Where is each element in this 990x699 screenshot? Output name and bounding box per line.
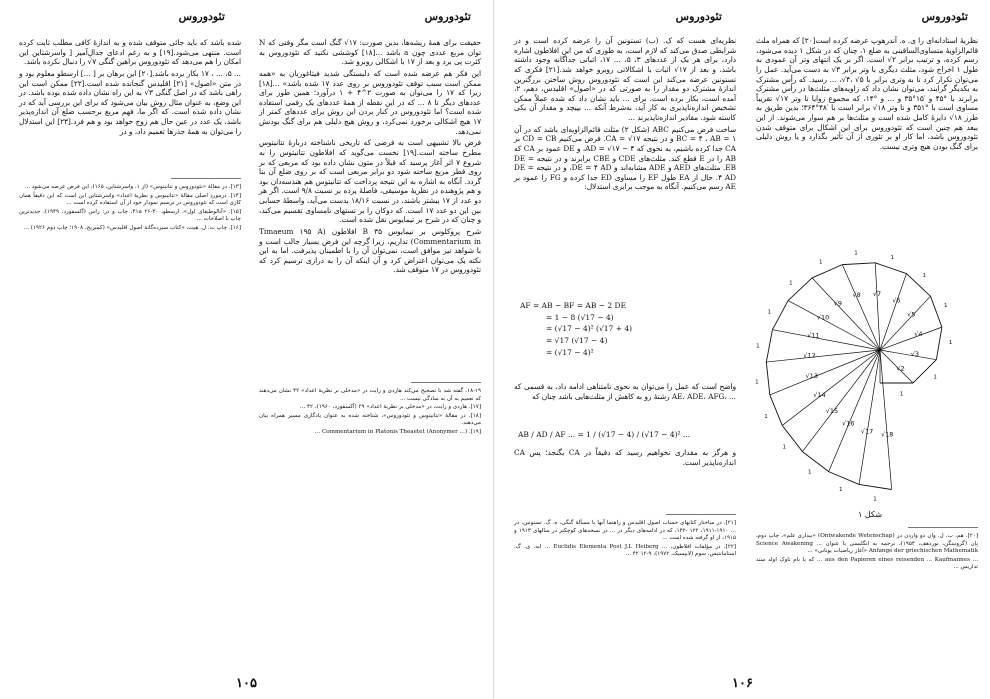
- ratio-equation: AB / AD / AF ... = 1 / (√17 − 4) / (√17 − 4)² ...: [518, 430, 691, 439]
- spiral-unit-label: 1: [764, 413, 768, 420]
- right-page-column-right-text: [756, 36, 978, 194]
- running-head-right: تئودوروس: [424, 10, 471, 23]
- spiral-radius-label: √2: [896, 364, 905, 373]
- footnote: [۲۱]. در ساختار کتابهای حساب اصول اقلیدس و راهنما آنها با مسألهٔ گنگی، ه. گ. تستونین، در ... ۱۹۱۰-۱۹۱۱، ۱۲۲ -۱۴۲، که در ادامه‌های دیگر در ... در نسخه‌های کوچکتر در سالهای ۱۹۱۳ و ۱۹۱۵، از او گرفته شده است ...: [514, 520, 736, 542]
- paragraph: نظریه‌ای هست که ک. (ب) تستونین آن را عرضه کرده است و در شرایطی صدق می‌کند که لازم است، به طوری که من این افلاطون اشاره دارد، برای هر یک از عددهای ۳، ۵، ... ۱۷، اثباتی جداگانه وجود داشته باشد، و بعد از ‎√۱۷‎ اثبات با اشکالاتی روبرو خواهد شد.[۲۱] فکری که تستونین عرضه می‌کند این است که تئودوروس روش ساختن بزرگترین اندازهٔ مشترک دو مقدار را به صورتی که در «اصول» اقلیدس، دهم، ۲، آمده است، بکار برده است. برای ... باید نشان داد که شده عملاً ممکن تشخیص اندازه‌ناپذیری به کار آید، به‌شرط آنکه ... بپیچد و مقدار آن یکی کاسته شود. مقادیر اندازه‌ناپذیرند ...: [514, 36, 736, 122]
- spiral-unit-label: 1: [873, 496, 877, 503]
- paragraph: حقیقت برای همهٔ ریشه‌ها، بدین صورت: ‎√۱۷‎ گنگ است مگر وقتی که N توان مربع عددی چون a باشد ...[۱۸] کوششی نکنید که تئودوروس به کثرت پی برد و بعد از ۱۷ با اشکالی روبرو شد.: [259, 38, 481, 67]
- spiral-unit-label: 1: [899, 391, 904, 398]
- spiral-segment: [812, 265, 842, 278]
- spiral-radius-label: √15: [825, 406, 839, 415]
- left-page: [0, 0, 494, 699]
- spiral-unit-label: 1: [782, 444, 786, 451]
- left-page-footnotes-left: [19, 184, 241, 662]
- spiral-radius-label: √9: [833, 299, 843, 308]
- spiral-segment: [788, 301, 880, 350]
- spiral-segment: [880, 327, 942, 350]
- footnote-rule: [411, 382, 481, 383]
- spiral-segment: [766, 350, 880, 362]
- spiral-unit-label: 1: [948, 340, 953, 347]
- left-page-column-left: [19, 38, 241, 166]
- spiral-segment: [930, 296, 941, 327]
- running-head-right: تئودوروس: [921, 10, 968, 23]
- spiral-unit-label: 1: [854, 250, 858, 257]
- equation-line: = (√17 − 4)²: [546, 347, 594, 357]
- figure-caption: شکل ۱: [858, 510, 883, 519]
- paragraph: فرض بالا تشبیهی است به فرضی که تاریخی ناشناخته دربارهٔ تتانیتوس مطرح ساخته است.[۱۹] نخست می‌گوید که افلاطون تتانیتوس را به شروع ۷ اثر آغاز پرسید که قبلاً در متون نشان داده بود که مربعی که بر روی قطر مربع ساخته شود دو برابر مربعی است که بر روی ضلع آن بنا گردد. آنگاه به اشاره به این نتیجه پرداخت که تتانیتوس هم هندسه‌دان بود و هم پژوهنده در نظریهٔ موسیقی، فاصلهٔ پرده بر نسبت ۹/۸ است. اگر هر دو عدد از ۱۷ بیشتر باشند، در نسبت ۱۸/۱۶ بدست می‌آید، واسطهٔ حسابی بین این دو عدد ۱۷ است. که دوکان را بر تستهای نامساوی تقسیم می‌کند، و چنان که در شرح بر تیمایوس نقل شده است.: [259, 138, 482, 225]
- equation-line: = (√17 − 4)² (√17 + 4): [546, 324, 633, 334]
- spiral-segment: [842, 263, 875, 265]
- right-page-column-left-text: [514, 36, 736, 294]
- spiral-lines: [755, 251, 952, 503]
- spiral-radius-label: √7: [872, 289, 882, 298]
- footnote: [۲۰]. هم، ب. ل. وان دو واردن در (Ontwakende Wetenschap) «بیداری علم»، چاپ دوم، بِاِن (گرونینگن، نوردهف، ۱۹۵۴)، ترجمه به انگلیسی با عنوان Science Awakening ... Anfange der griechischen Mathematik «آغاز ریاضیات یونانی» ...: [756, 533, 979, 555]
- spiral-segment: [772, 301, 788, 330]
- spiral-segment: [766, 362, 769, 395]
- spiral-unit-label: 1: [943, 303, 948, 310]
- spiral-segment: [880, 274, 906, 350]
- spiral-radius-label: √10: [816, 313, 830, 322]
- left-page-column-right: [259, 38, 481, 376]
- spiral-unit-label: 1: [819, 259, 823, 266]
- running-head-left: تئودوروس: [675, 10, 722, 23]
- footnote: [۱۴]. درموردِ اصلی مقالهٔ «تتانیتوس و نظریهٔ اعداد» واسرشتاین این است که این دقیقاً همان کاری است که تئودوروس در ترسیم نمودار خود از آن استفاده کرده است ...: [19, 192, 241, 207]
- spiral-radius-label: √17: [860, 427, 874, 436]
- footnote-rule: [908, 527, 978, 528]
- spiral-unit-label: 1: [838, 487, 843, 494]
- spiral-segment: [906, 274, 930, 297]
- spiral-unit-label: 1: [933, 374, 937, 381]
- right-page: [496, 0, 990, 699]
- footnote: ۱۸-۱۹. گفته شد با تصحیح می‌کند هاردی و رایت در «مدخلی بر نظریهٔ اعداد» ۴۲ نشان می‌دهند که تعمیم به آن به سادگی نیست ...: [259, 388, 481, 402]
- spiral-radius-label: √16: [841, 419, 855, 428]
- spiral-segment: [802, 452, 828, 472]
- footnote: [۱۶]. چاپ ت. ل. هیث، «کتاب سیزده‌گانهٔ اصول اقلیدس» (کمبریج، ۱۹۰۸؛ چاپ دوم ۱۹۲۶) ...: [23, 224, 241, 231]
- equation-line: = √17 (√17 − 4): [546, 335, 608, 345]
- right-page-footnotes-left: [514, 520, 736, 660]
- right-page-paragraph-after-eq: [514, 382, 736, 418]
- running-head-left: تئودوروس: [178, 10, 225, 23]
- paragraph: ... ۵، ... ، ۱۷ بکار برده باشد.[۲۰] این برهان بر [ ...] ارسطو معلوم بود و در متن «اصول» [۲۱] اقلیدس گنجانده شده است.[۲۲] ممکن است این راهی باشد که در اصل گنگی ‎√۳‎ به این راه نشان داده شده بوده باشد. در این وضع، به عنوان مثال روش بیان می‌شود که برای این بررسی آید که در نشان داده شده است. که اگر ما، فهم مربع برحسب ضلع آن اندازه‌پذیر باشد، یک عدد در عین حال هم زوج خواهد بود و هم فرد.[۲۳] این استدلال را می‌توان به همهٔ جذرها تعمیم داد، و در: [19, 68, 242, 136]
- paragraph: نظریهٔ استادانه‌ای را ی. ه. آندرهوپ عرضه کرده است[۲۰] که همراه ملث قائم‌الزاویهٔ متساوی‌الساقینی به ضلع ۱، چنان که در شکل ۱ دیده می‌شود، رسم کرده، و ترتیب برابر ‎√۲‎ است. اگر بر یک انتهای وتر آن عمودی به طول ۱ اخراج شود، مثلث دیگری با وتر برابر ‎√۳‎ به دست می‌آید. عمل را می‌توان تکرار کرد تا به وتری برابر با ‎√۴‎، ‎√۵‎، ... رسید. که رأس مشترک به یکدیگر گرایند، می‌توان نشان داد که زاویه‌های مثلث‌ها در رأس مشترک برابرند با ‎۴۵°‎ و ‎۳۵°۱۵′‎ و ... و ‎۱۴°‎، که مجموع زوایا تا وتر ‎√۱۷‎ تقریباً مساوی است با ‎۳۵۱°‎ و تا وتر ‎√۱۸‎ برابر است با ‎۳۶۴°۴۸′‎؛ بدین طریق به طرز ‎√۱۸‎ دایرهٔ کامل شده است و مثلث‌ها بر هم سوار می‌شوند. از این ببعد هم چنین است که تئودوروس برای این اشکال برای متوقف شدن تئودوروس باشد، اما کار او بر تئوری از آن تأثیر بگذارد و یا روش دلیلی برای گنگ بودن هیچ وتری نیست.: [756, 36, 979, 151]
- spiral-segment: [872, 263, 882, 350]
- spiral-of-theodorus-figure: [755, 200, 980, 508]
- spiral-radius-label: √18: [881, 430, 894, 439]
- spiral-unit-label: 1: [808, 469, 812, 476]
- spiral-unit-label: 1: [789, 280, 793, 287]
- footnote-rule: [666, 514, 736, 515]
- spiral-radius-label: √14: [813, 390, 826, 399]
- paragraph: شرح پروکلوس بر تیمایوس B ۳۵ افلاطون (Timaeum ۱۹۵ A (Commentarium in تداریم، زیرا گرچه این فرض بسیار جالب است و با شواهد نیز موافق است، نمی‌توان آن را با اطمینان پذیرفت. اما به این نکته یک می‌توان اعتراض کرد و آن اینکه آن را به درازی ترسیم کرد که تئودوروس در ۱۷ متوقف شد.: [259, 226, 481, 275]
- spiral-radius-label: √4: [914, 329, 923, 338]
- footnote-rule: [171, 178, 241, 179]
- page-number: ۱۰۶: [732, 676, 753, 691]
- spiral-unit-label: 1: [755, 379, 759, 386]
- spiral-segment: [859, 484, 892, 489]
- page-number: ۱۰۵: [236, 676, 257, 691]
- right-page-conclusion: [514, 448, 736, 488]
- spiral-segment: [880, 350, 892, 490]
- spiral-segment: [880, 296, 930, 350]
- spiral-segment: [770, 350, 880, 395]
- spiral-radius-label: √13: [805, 371, 818, 380]
- spiral-radius-label: √3: [910, 349, 920, 358]
- footnote: ... aus den Papieren eines reisenden ... Kaufmannes ... که با نام ناوک اولد سند تداریس ...: [756, 556, 978, 571]
- spiral-segment: [829, 472, 859, 485]
- spiral-unit-label: 1: [922, 272, 927, 279]
- footnote: [۱۷]. هاردی و رایت، در «مدخلی بر نظریهٔ اعداد» ۲۹ (آکسفورد، ۱۹۶۰)، ۴۲ ...: [299, 404, 481, 411]
- paragraph: شده باشد که باید جائی متوقف شده و به اندازهٔ کافی مطلب ثابت کرده است. منتهی می‌شود.[۱۹] و به رغم ادعای جدالِ‌آمیز [ واسرشتاین این امکان را هم می‌دهد که تئودوروس براهین گنگی ‎√۷‎ را دنبال نکرده باشد.: [19, 38, 241, 67]
- spiral-radius-label: √6: [892, 296, 901, 305]
- paragraph: این فکر هم عرضه شده است که دلبستگی شدید فیثاغوریان به «همه ممکن است سبب توقف تئودوروس بر روی عدد ۱۷ شده باشد» ...[۱۸] زیرا که ۱۷ را می‌توان به صورت ۲^۴ + ۱ درآورد؛ همین طور برای عددهای دیگر تا ۸ ... که در این نقطه از همهٔ عددهای یک رقمی استفاده شده است؟ اما تئودوروس در کنار بردن این روش برای عددهای کمتر از ۱۷ هیچ اشکالی برخورد نمی‌کرد، و روش هیچ دلیلی هم برای گنگ بودنش نمی‌دهد.: [259, 68, 481, 136]
- right-page-footnotes-right: [756, 533, 978, 663]
- spiral-segment: [936, 327, 942, 360]
- spiral-segment: [859, 350, 880, 484]
- spiral-radius-label: √8: [852, 291, 861, 300]
- footnote: [۱۵]. «آنالوطیقای اول»، ارسطو، ۴۱a ۲۶-۳۰، چاپ و در: راس (آکسفورد، ۱۹۴۹)، جدیدترین چاپ با اصلاحات ...: [19, 208, 241, 223]
- equation-block: [520, 300, 632, 358]
- spiral-segment: [875, 263, 906, 274]
- spiral-unit-label: 1: [756, 343, 760, 350]
- spiral-unit-label: 1: [767, 309, 772, 316]
- footnote: [۲۲]. در مؤلفات افلاطون، ... Euclidis Elementa Post J.L Heiberg ... ایه. ی. گ. استامانتیس، سوم (لایپسیک، ۱۹۷۲)، ۹-۱۲ ۴۲ ...: [514, 543, 737, 558]
- footnote: [۱۸]. در مقالهٔ «تتانیتوس و تئودوروس»، شناخته شده به عنوان یادگاری مسیر همراه بیان می‌دهند.: [259, 412, 481, 427]
- spiral-unit-label: 1: [890, 254, 895, 261]
- paragraph: و هرگز به مقداری نخواهیم رسید که دقیقاً در CA بگنجد؛ پس CA اندازه‌ناپذیر است.: [514, 448, 736, 467]
- spiral-segment: [842, 265, 880, 350]
- paragraph: ساخت فرض می‌کنیم ABC (شکل ۲) مثلث قائم‌الزاویه‌ای باشد که در آن ‎BC = ۴ ، AB = ۱‎ و در نتیجه ‎CA = √۱۷‎. فرض می‌کنیم ‎CD = CB‎ بر ‎CA‎ جدا کرده باشیم، به نحوی که ‎AD = √۱۷ − ۴‎، و ‎DE‎ عمود بر ‎CA‎ که ‎AB‎ را در ‎E‎ قطع کند. مثلث‌های ‎CDE‎ و ‎CBE‎ برابرند و در نتیجه ‎DE = EB‎. مثلث‌های ‎AED‎ و ‎ADE‎ مشابه‌اند و ‎DE = ۴ AD‎، و در نتیجه ‎DE = ۴ AD‎. حال از ‎EA‎ طول ‎EF‎ را مساوی ‎ED‎ جدا کرده و ‎FG‎ را عمود بر ‎AE‎ رسم می‌کنیم. آنگاه به موجب برابری استدلال:: [514, 124, 736, 192]
- spiral-radius-label: √12: [803, 351, 816, 360]
- spiral-segment: [770, 395, 782, 426]
- spiral-radius-label: √5: [907, 310, 916, 319]
- left-page-footnotes-right: [259, 388, 481, 663]
- equation-line: = 1 − 8 (√17 − 4): [546, 312, 614, 322]
- paragraph: واضح است که عمل را می‌توان به نحوی نامتناهی ادامه داد، به قسمی که ‎AE، ADE، AFG، ...‎ رشتهٔ رو به کاهش از مثلث‌هایی باشد چنان که: [514, 382, 736, 401]
- footnote: [۱۳]. در مقالهٔ «تئودوروس و تتانیتوس» (از ۱. واسرشتاین، ۱۶۵)، این فرض عرضه می‌شود ...: [24, 184, 241, 190]
- equation-line: AF = AB − BF = AB − 2 DE: [520, 301, 627, 310]
- spiral-radius-label: √11: [807, 331, 820, 340]
- footnote: [۱۹]. Commentarium in Platonis Theaetet (Anonymer ...) ...: [314, 428, 481, 435]
- spiral-segment: [766, 330, 772, 362]
